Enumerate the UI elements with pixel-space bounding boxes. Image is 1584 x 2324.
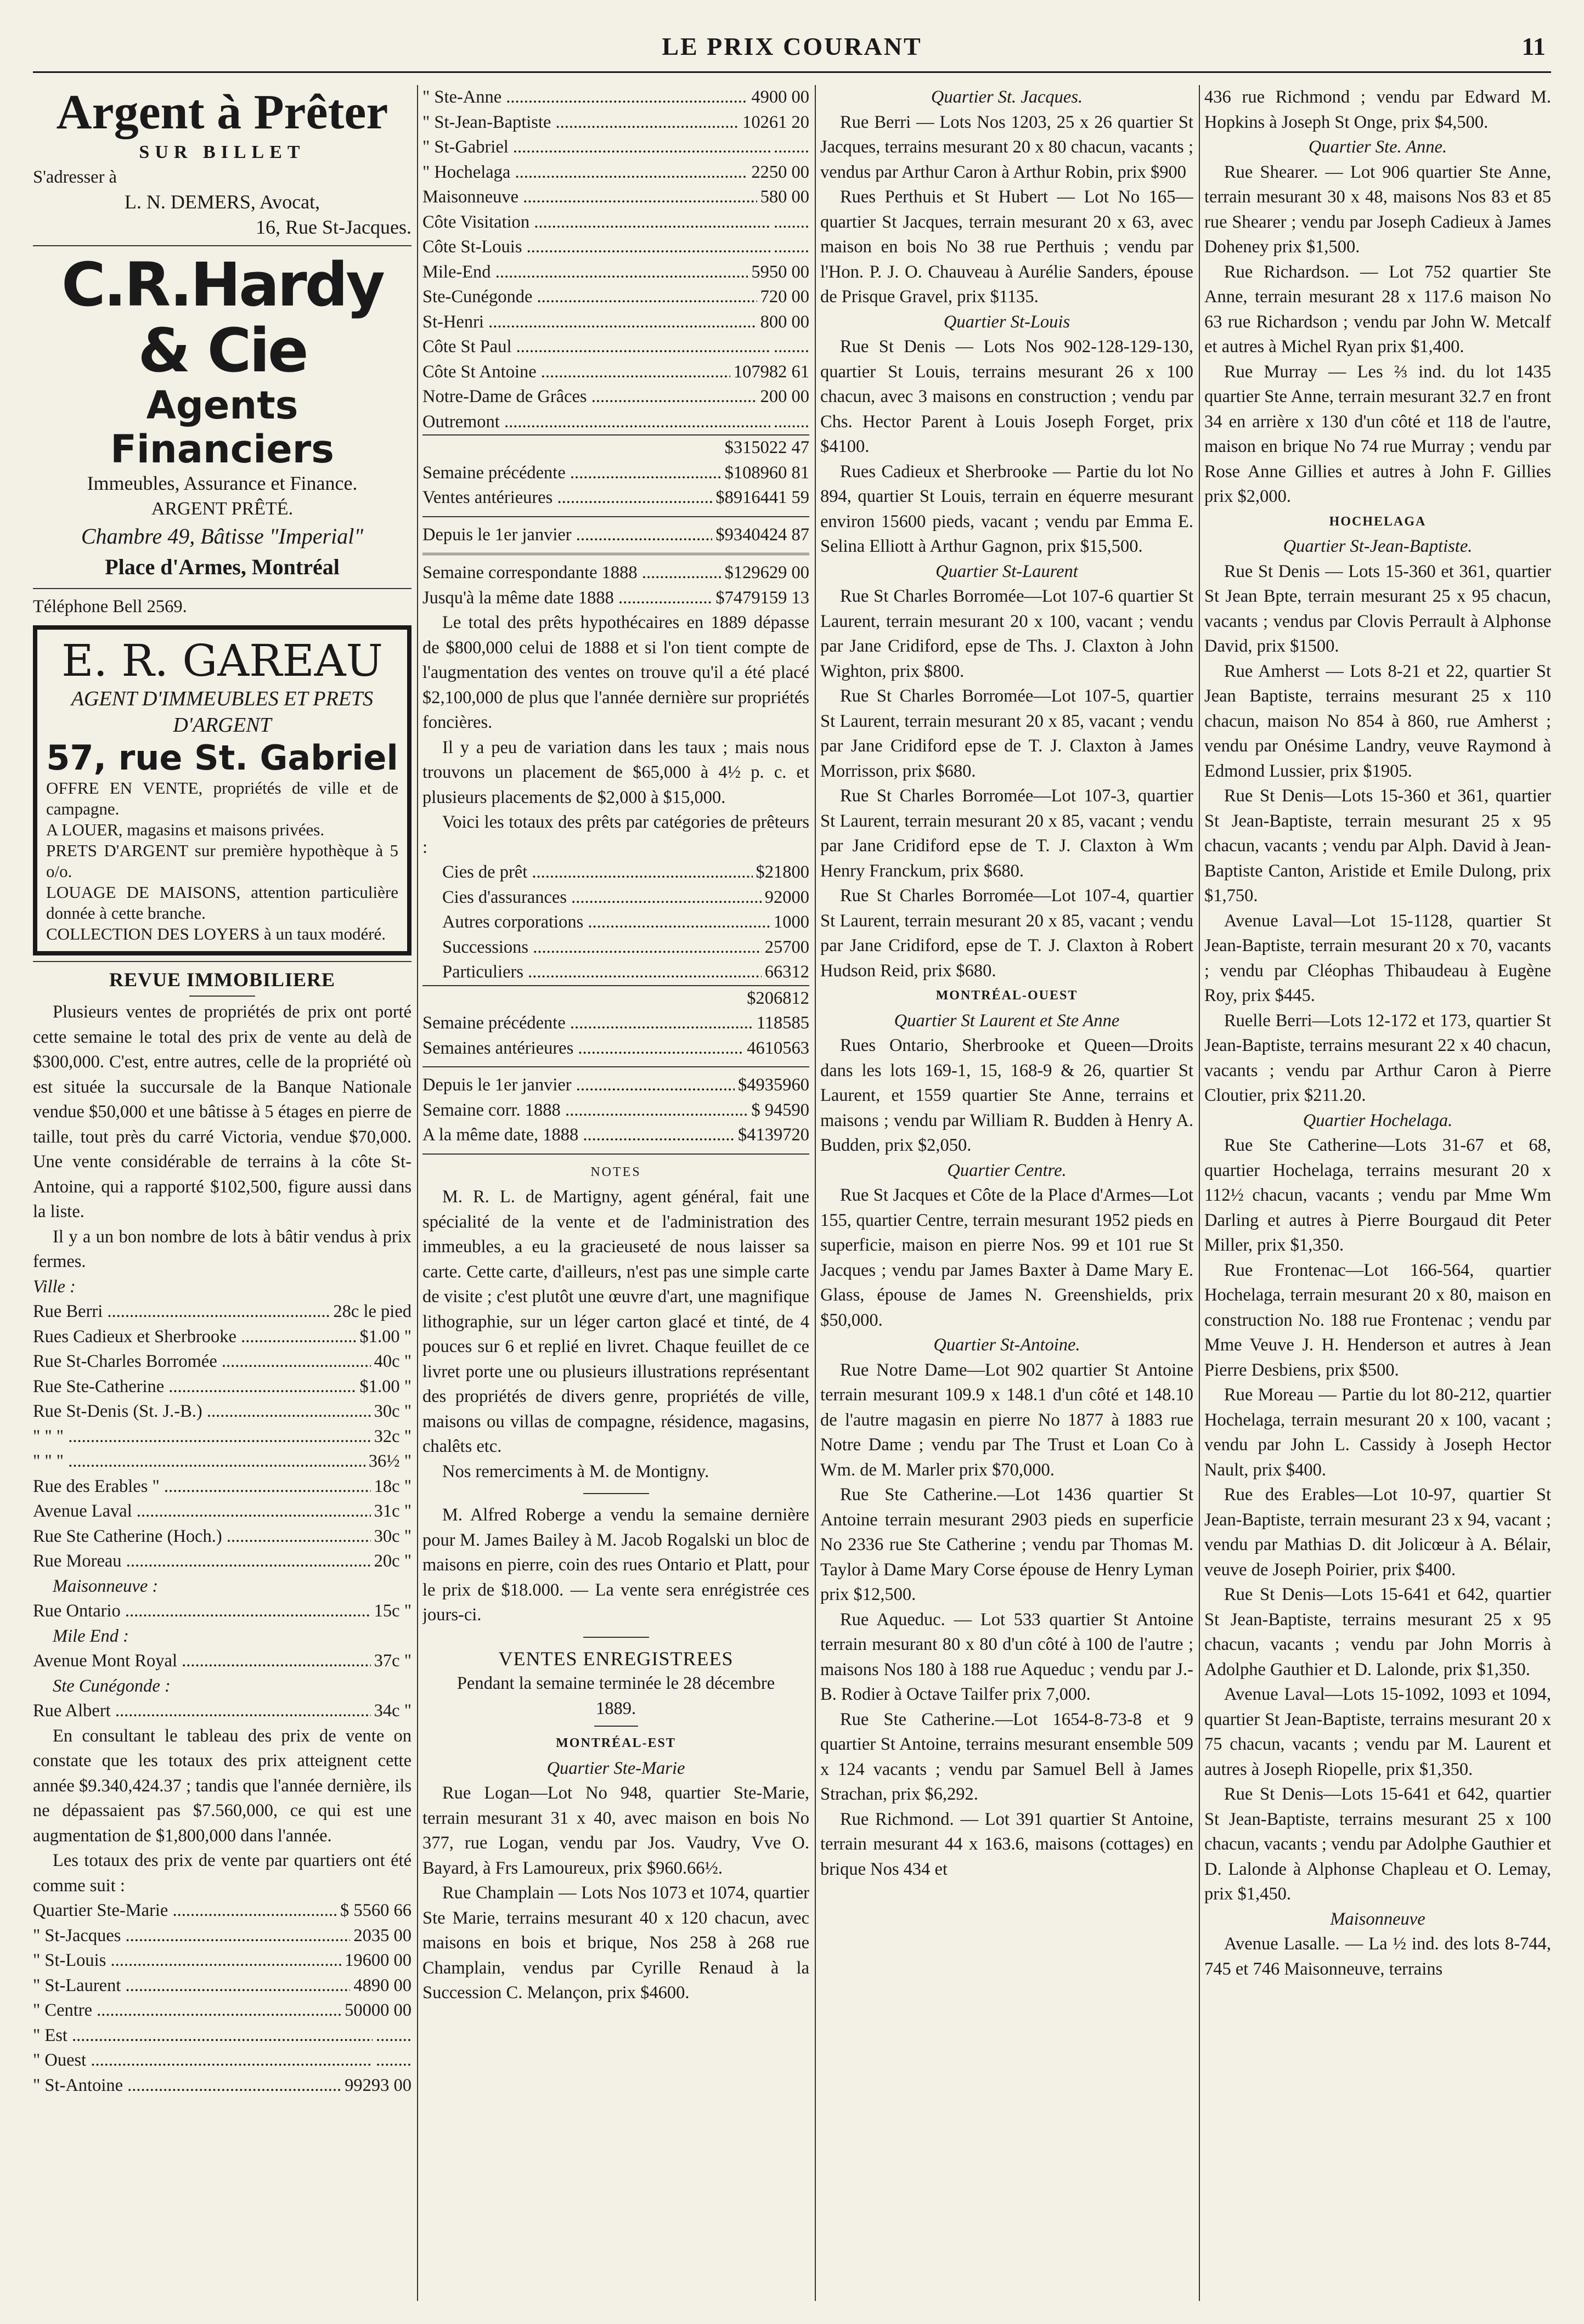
quartier-heading: Quartier St Laurent et Ste Anne [894,1010,1120,1031]
sale-entry: Rue Amherst — Lots 8-21 et 22, quartier St Jean Baptiste, terrains mesurant 25 x 110 chacun, maison No 854 à 860, rue Amherst ; vendu par Onésime Landry, veuve Raymond à Edmond Lussier, prix $1905. [1204,661,1551,781]
row-value: $108960 81 [724,462,809,483]
row-label: Côte St Antoine ..... [422,360,730,385]
table-row [33,1325,411,1350]
row-label: " St-Louis ..... [33,1948,341,1974]
ad-line: L. N. DEMERS, Avocat, [124,191,320,213]
row-label: Semaine correspondante 1888 ..... [422,561,721,586]
list-label: Mile End : [53,1626,129,1646]
table-row: Depuis le 1er janvier ..... $9340424 87 [422,523,809,548]
sale-entry: Rue St Charles Borromée—Lot 107-3, quartier St Laurent, terrain mesurant 20 x 85, vacant ; vendu par Jane Cridiford epse de T. J. Claxton à Wm Henry Franckum, prix $680. [820,786,1193,881]
row-value: $ 5560 66 [340,1901,411,1920]
table-row [422,260,809,285]
row-label: Côte Visitation ..... [422,210,770,235]
ad-line: Téléphone Bell 2569. [33,597,187,617]
row-value: 2035 00 [353,1925,411,1946]
row-value: ........ [774,237,809,257]
sale-entry: Rue Logan—Lot No 948, quartier Ste-Marie, terrain mesurant 31 x 40, avec maison en bois No 377, rue Logan, vendu par Jos. Vaudry, Vve O. Bayard, à Frs Lamoureux, prix $960.66½. [422,1783,809,1878]
table-row [33,1474,411,1500]
row-label: Rues Cadieux et Sherbrooke ..... [33,1325,356,1350]
row-label: Mile-End ..... [422,260,748,285]
row-label: " St-Antoine ..... [33,2073,341,2099]
ad-line: Immeubles, Assurance et Finance. [87,472,358,494]
ad-line: LOUAGE DE MAISONS, attention particulière donnée à cette branche. [46,882,398,923]
sale-entry: Rue Ste Catherine.—Lot 1436 quartier St Antoine terrain mesurant 2903 pieds en superficie No 2336 rue Ste Catherine ; vendu par Thomas M. Taylor à Dame Mary Corse épouse de Henry Lyman prix $12,500. [820,1485,1193,1604]
row-label: Rue Ste-Catherine ..... [33,1375,356,1400]
sale-entry: Rue Frontenac—Lot 166-564, quartier Hochelaga, terrain mesurant 20 x 80, maison en construction No. 188 rue Frontenac ; vendu par Mme Veuve J. H. Henderson et autres à Jean Pierre Desbiens, prix $500. [1204,1260,1551,1380]
sale-entry: Rue Richmond. — Lot 391 quartier St Antoine, terrain mesurant 44 x 163.6, maisons (cottages) en brique Nos 434 et [820,1809,1193,1879]
ad-hardy [33,252,411,583]
ad-line: COLLECTION DES LOYERS à un taux modéré. [46,924,386,943]
sale-entry: Rue St Denis — Lots 15-360 et 361, quartier St Jean Bpte, terrain mesurant 25 x 95 chacun, vacants ; vendus par Clovis Perrault à Alphonse David, prix $1500. [1204,561,1551,656]
sale-entry: Rue Ste Catherine.—Lot 1654-8-73-8 et 9 quartier St Antoine, terrains mesurant ensemble 509 x 124 vacants ; vendu par Samuel Bell à James Strachan, prix $6,292. [820,1709,1193,1804]
row-label: " St-Jacques ..... [33,1924,350,1949]
row-label: Semaine précédente ..... [422,1011,753,1036]
row-value: 1000 [774,912,809,932]
paragraph: Le total des prêts hypothécaires en 1889 dépasse de $800,000 celui de 1888 et si l'on tient compte de l'augmentation des ventes on trouve qu'il a été placé $2,100,000 de plus que l'année dernière sur propriétés foncières. [422,613,809,732]
total: $315022 47 [422,434,809,461]
row-value: 4610563 [747,1038,809,1058]
ad-subtitle: Agents Financiers [110,383,334,472]
page-header [33,22,1551,73]
quartier-heading: Quartier Ste. Anne. [1308,137,1447,157]
row-label: Avenue Mont Royal ..... [33,1649,371,1674]
table-row [33,1549,411,1574]
table-row [422,1036,809,1061]
row-value: 30c " [374,1526,411,1546]
table-row [422,335,809,360]
sale-entry: Rue St Denis—Lots 15-641 et 642, quartier St Jean-Baptiste, terrains mesurant 25 x 100 chacun, vacants ; vendu par Adolphe Gauthier et D. Lalonde à Alphonse Chapleau et O. Lemay, prix $1,450. [1204,1784,1551,1904]
row-value: 37c " [374,1651,411,1671]
paragraph: M. Alfred Roberge a vendu la semaine dernière pour M. James Bailey à M. Jacob Rogalski un bloc de maisons en pierre, coin des rues Ontario et Platt, pour le prix de $18.000. — La vente sera enrégistrée ces jours-ci. [422,1505,809,1625]
ad-line: A LOUER, magasins et maisons privées. [46,819,325,839]
quartier-heading: Quartier Centre. [947,1160,1067,1180]
quartier-heading: Quartier St. Jacques. [931,87,1083,107]
table-row [33,1424,411,1450]
quartier-heading: Quartier St-Antoine. [933,1335,1080,1355]
row-value: $8916441 59 [715,488,809,507]
table-row [33,1898,411,1924]
row-label: St-Henri ..... [422,310,757,335]
row-value: 92000 [764,887,809,907]
ad-line: OFFRE EN VENTE, propriétés de ville et de campagne. [46,778,398,818]
sale-entry: Rue Murray — Les ⅔ ind. du lot 1435 quartier Ste Anne, terrain mesurant 32.7 en front 34 en arrière x 130 d'un côté et 118 de l'autre, maison en brique No 74 rue Murray ; vendu par Rose Anne Gillies et autres à John F. Gillies prix $2,000. [1204,361,1551,506]
newspaper-title: LE PRIX COURANT [662,32,922,60]
table-row [33,1948,411,1974]
row-value: 200 00 [760,387,809,406]
row-label: Rue Ste Catherine (Hoch.) ..... [33,1524,371,1550]
sale-entry: 436 rue Richmond ; vendu par Edward M. Hopkins à Joseph St Onge, prix $4,500. [1204,87,1551,132]
row-value: $4935960 [738,1075,809,1095]
row-value: 18c " [374,1476,411,1496]
sale-entry: Rue Champlain — Lots Nos 1073 et 1074, quartier Ste Marie, terrains mesurant 40 x 120 chacun, avec maisons en bois et brique, Nos 258 à 268 rue Champlain, vendus par Cyrille Renaud à la Succession C. Melançon, prix $4600. [422,1883,809,2003]
sale-entry: Rue Aqueduc. — Lot 533 quartier St Antoine terrain mesurant 80 x 80 d'un côté à 100 de l'autre ; maisons Nos 180 à 188 rue Aqueduc ; vendu par J.-B. Rodier à Octave Tailfer prix 7,000. [820,1609,1193,1704]
table-row [422,410,809,435]
ad-line: S'adresser à [33,167,117,187]
table-row [422,384,809,410]
table-row [422,586,809,611]
table-row [422,1123,809,1148]
column-4 [1204,85,1551,2301]
row-label: Côte St Paul ..... [422,335,770,360]
row-label: " Est ..... [33,2023,373,2049]
sale-entry: Rue Ste Catherine—Lots 31-67 et 68, quartier Hochelaga, terrains mesurant 20 x 112½ chacun, vacants ; vendu par Mme Wm Darling et autres à Pierre Bourgaud dit Peter Miller, prix $1,350. [1204,1135,1551,1255]
row-label: " St-Jean-Baptiste ..... [422,110,739,135]
row-label: A la même date, 1888 ..... [422,1123,735,1148]
ad-line: ARGENT PRÊTÉ. [151,498,294,519]
list-label: Ville : [33,1276,76,1297]
ad-subtitle: SUR BILLET [139,142,306,162]
sale-entry: Rue Moreau — Partie du lot 80-212, quartier Hochelaga, terrain mesurant 20 x 100, vacant ; vendu par John L. Cassidy à Joseph Hector Nault, prix $400. [1204,1385,1551,1480]
row-label: Rue des Erables " ..... [33,1474,371,1500]
row-value: 19600 00 [345,1950,411,1970]
row-value: $4139720 [738,1125,809,1145]
row-value: ........ [376,2025,411,2045]
row-value: 36½ " [368,1451,411,1471]
sale-entry: Rue des Erables—Lot 10-97, quartier St Jean-Baptiste, terrain mesurant 23 x 94, vacant ; vendu par Mathias D. dit Jolicœur à A. Bélair, veuve de Joseph Poirier, prix $400. [1204,1485,1551,1580]
row-value: 50000 00 [345,2000,411,2020]
district-heading: MONTRÉAL-EST [556,1736,676,1750]
table-row [33,1449,411,1474]
row-label: Ventes antérieures ..... [422,485,712,511]
sale-entry: Rue Richardson. — Lot 752 quartier Ste Anne, terrain mesurant 28 x 117.6 maison No 63 rue Richardson ; vendu par John W. Metcalf et autres à Michel Ryan prix $1,400. [1204,262,1551,357]
table-row [442,935,809,960]
row-value: 2250 00 [751,162,809,182]
sale-entry: Rue St Denis—Lots 15-360 et 361, quartier St Jean-Baptiste, terrain mesurant 25 x 95 chacun, vacants ; vendu par Alph. David à Jean-Baptiste Canton, Aristide et Emile Dulong, prix $1,750. [1204,786,1551,906]
paragraph: Plusieurs ventes de propriétés de prix ont porté cette semaine le total des prix de vente au delà de $300,000. C'est, entre autres, celle de la propriété où est située la succursale de la Banque Nationale vendue $50,000 et une bâtisse à 5 étages en pierre de taille, tout près du carré Victoria, vendue $70,000. Une vente considérable de terrains à la côte St-Antoine, qui a rapporté $102,500, figure aussi dans la liste. [33,1002,411,1222]
row-value: $ 94590 [751,1100,809,1120]
table-row [422,360,809,385]
ad-title: C.R.Hardy & Cie [61,250,384,386]
row-label: Jusqu'à la même date 1888 ..... [422,586,712,611]
row-value: $7479159 13 [715,587,809,608]
column-2 [422,85,809,2301]
table-row [442,860,809,885]
sale-entry: Avenue Laval—Lot 15-1128, quartier St Jean-Baptiste, terrain mesurant 20 x 70, vacants ; vendu par Cléophas Thibaudeau à Eugène Roy, prix $445. [1204,911,1551,1005]
row-label: Rue St-Charles Borromée ..... [33,1349,371,1375]
row-label: " Ste-Anne ..... [422,85,748,110]
table-row [422,1011,809,1036]
row-value: $1.00 " [359,1376,411,1396]
column-rule [815,85,816,2301]
table-row [442,885,809,911]
sale-entry: Rue Shearer. — Lot 906 quartier Ste Anne, terrain mesurant 30 x 48, maisons Nos 83 et 85 rue Shearer ; vendu par Joseph Cadieux à James Doheney prix $1,500. [1204,162,1551,257]
row-label: Rue St-Denis (St. J.-B.) ..... [33,1399,371,1424]
row-value: 25700 [764,937,809,957]
row-value: $129629 00 [724,563,809,583]
row-value: 107982 61 [733,361,809,382]
table-row [442,960,809,985]
row-value: 20c " [374,1551,411,1571]
row-value: 800 00 [760,312,809,332]
row-value: 580 00 [760,187,809,207]
row-label: Notre-Dame de Grâces ..... [422,384,757,410]
row-label: " Hochelaga ..... [422,160,748,185]
quartier-heading: Maisonneuve [1330,1909,1425,1929]
sale-entry: Avenue Lasalle. — La ½ ind. des lots 8-744, 745 et 746 Maisonneuve, terrains [1204,1934,1551,1979]
row-label: Rue Ontario ..... [33,1599,371,1624]
row-label: Avenue Laval ..... [33,1499,371,1524]
row-label: Rue Albert ..... [33,1699,371,1724]
row-label: Depuis le 1er janvier ..... [422,1073,735,1098]
table-row [33,1998,411,2023]
table-row [422,561,809,586]
table-row [422,85,809,110]
table-row [422,285,809,310]
row-value: 40c " [374,1352,411,1371]
row-value: 66312 [764,962,809,982]
sale-entry: Rue Notre Dame—Lot 902 quartier St Antoine terrain mesurant 109.9 x 148.1 d'un côté et 148.10 de l'autre magasin en pierre No 1877 à 1883 rue Notre Dame ; vendu par The Trust et Loan Co à Wm. de M. Marler prix $70,000. [820,1360,1193,1480]
section-heading: NOTES [590,1164,641,1179]
sale-entry: Rue St Jacques et Côte de la Place d'Armes—Lot 155, quartier Centre, terrain mesurant 1952 pieds en superficie, maison en pierre Nos. 99 et 101 rue St Jacques ; vendu par James Baxter à Dame Mary E. Glass, épouse de James N. Greenshields, prix $50,000. [820,1185,1193,1330]
column-rule [1199,85,1200,2301]
paragraph: Il y a un bon nombre de lots à bâtir vendus à prix fermes. [33,1226,411,1271]
row-value: 30c " [374,1401,411,1421]
table-row [33,1499,411,1524]
row-label: " St-Gabriel ..... [422,135,770,160]
row-label: Semaines antérieures ..... [422,1036,743,1061]
paragraph: Voici les totaux des prêts par catégories de prêteurs : [422,812,809,857]
column-3 [820,85,1193,2301]
ad-title: E. R. GAREAU [61,635,383,686]
table-row [422,235,809,260]
page-number: 11 [1521,32,1546,60]
row-value: 4890 00 [353,1975,411,1995]
sale-entry: Rue St Denis — Lots Nos 902-128-129-130, quartier St Louis, terrains mesurant 26 x 100 chacun, avec 3 maisons en construction ; vendu par Chs. Hector Parent à Louis Joseph Forget, prix $4100. [820,337,1193,456]
row-label: " " " ..... [33,1424,371,1450]
table-row [422,210,809,235]
table-row [442,910,809,935]
row-label: Autres corporations ..... [442,910,770,935]
table-row [33,1349,411,1375]
row-value: ........ [774,137,809,157]
row-value: 4900 00 [751,87,809,107]
row-value: 34c " [374,1701,411,1721]
sale-entry: Avenue Laval—Lots 15-1092, 1093 et 1094, quartier St Jean-Baptiste, terrains mesurant 20 x 75 chacun, vacants ; vendu par M. Laurent et autres à Joseph Riopelle, prix $1,350. [1204,1684,1551,1779]
column-1 [33,85,411,2301]
row-value: 5950 00 [751,262,809,282]
table-row [33,1524,411,1550]
district-heading: MONTRÉAL-OUEST [935,988,1078,1003]
section-subheading: Pendant la semaine terminée le 28 décembre 1889. [456,1673,775,1718]
newspaper-page [33,22,1551,2304]
ad-subtitle: AGENT D'IMMEUBLES ET PRETS D'ARGENT [71,687,374,737]
quartier-heading: Quartier St-Laurent [935,561,1078,581]
table-row [33,1399,411,1424]
column-rule [417,85,418,2301]
row-value: 28c le pied [333,1302,411,1321]
ad-title: Argent à Prêter [56,85,388,139]
quartier-heading: Quartier Hochelaga. [1303,1110,1453,1130]
table-row [33,2048,411,2073]
row-value: 720 00 [760,287,809,307]
row-value: 31c " [374,1501,411,1521]
paragraph: Il y a peu de variation dans les taux ; mais nous trouvons un placement de $65,000 à 4½ p. c. et plusieurs placements de $2,000 à $15,000. [422,737,809,807]
row-value: 10261 20 [742,112,809,132]
row-label: Cies d'assurances ..... [442,885,762,911]
table-row [33,1924,411,1949]
row-value: ........ [376,2050,411,2070]
row-label: Semaine précédente ..... [422,461,721,486]
row-label: " St-Laurent ..... [33,1974,350,1999]
ad-line: Place d'Armes, Montréal [105,555,340,579]
table-row [33,2073,411,2099]
row-label: Maisonneuve ..... [422,185,757,210]
table-row [422,485,809,511]
quartier-heading: Quartier St-Jean-Baptiste. [1283,536,1473,556]
row-label: " Centre ..... [33,1998,341,2023]
table-row [33,1599,411,1624]
table-row [33,1299,411,1325]
row-label: Semaine corr. 1888 ..... [422,1098,748,1123]
sale-entry: Rue St Charles Borromée—Lot 107-6 quartier St Laurent, terrain mesurant 20 x 100, vacant ; vendu par Jane Cridiford, epse de Ths. J. Claxton à John Wighton, prix $800. [820,586,1193,681]
row-value: $21800 [756,862,809,882]
sale-entry: Ruelle Berri—Lots 12-172 et 173, quartier St Jean-Baptiste, terrains mesurant 22 x 40 chacun, vacants ; vendu par Arthur Caron à Pierre Cloutier, prix $211.20. [1204,1010,1551,1105]
list-label: Maisonneuve : [53,1576,159,1596]
table-row [422,110,809,135]
table-row [33,1649,411,1674]
row-value: ........ [774,411,809,432]
ad-line: PRETS D'ARGENT sur première hypothèque à 5 o/o. [46,840,398,881]
sale-entry: Rue St Charles Borromée—Lot 107-5, quartier St Laurent, terrain mesurant 20 x 85, vacant ; vendu par Jane Cridiford epse de T. J. Claxton à James Morrisson, prix $680. [820,686,1193,781]
paragraph: M. R. L. de Martigny, agent général, fait une spécialité de la vente et de l'administration des immeubles, a eu la gracieuseté de nous laisser sa carte. Cette carte, d'ailleurs, n'est pas une simple carte de visite ; c'est plutôt une œuvre d'art, une magnifique lithographie, sur un léger carton glacé et tinté, de 4 pouces sur 6 et replié en livret. Chaque feuillet de ce livret porte une ou plusieurs illustrations représentant des propriétés de divers genre, propriétés de ville, maisons ou villas de compagne, résidence, magasins, chalêts etc. [422,1187,809,1456]
row-label: Cies de prêt ..... [442,860,753,885]
quartier-heading: Quartier St-Louis [943,312,1070,332]
sale-entry: Rues Cadieux et Sherbrooke — Partie du lot No 894, quartier St Louis, terrain en équerre mesurant environ 15600 pieds, vacant ; vendu par Emma E. Selina Elliott à Arthur Gagnon, prix $15,500. [820,461,1193,556]
table-row [422,1098,809,1123]
section-heading: REVUE IMMOBILIERE [109,968,336,991]
paragraph: Nos remerciments à M. de Montigny. [442,1461,709,1482]
paragraph: Les totaux des prix de vente par quartiers ont été comme suit : [33,1851,411,1896]
table-row [422,1073,809,1098]
table-row [422,135,809,160]
row-label: " Ouest ..... [33,2048,373,2073]
table-row [33,1699,411,1724]
sale-entry: Rues Ontario, Sherbrooke et Queen—Droits dans les lots 169-1, 15, 168-9 & 26, quartier St Laurent, et 1559 quartier Ste Anne, terrains et maisons ; vendu par William R. Budden à Henry A. Budden, prix $2,050. [820,1036,1193,1155]
row-value: 32c " [374,1426,411,1446]
row-label: Successions ..... [442,935,762,960]
row-label: " " " ..... [33,1449,365,1474]
section-heading: VENTES ENREGISTREES [498,1647,734,1670]
row-value: ........ [774,212,809,232]
paragraph: En consultant le tableau des prix de vente on constate que les totaux des prix atteignent cette année $9.340,424.37 ; tandis que l'année dernière, ils ne dépassaient pas $7.560,000, ce qui est une augmentation de $1,800,000 dans l'année. [33,1726,411,1846]
row-label: Outremont ..... [422,410,770,435]
row-label: Côte St-Louis ..... [422,235,770,260]
table-row [33,1375,411,1400]
ad-line: Chambre 49, Bâtisse "Imperial" [81,524,364,549]
ad-gareau [33,625,411,955]
sale-entry: Rues Perthuis et St Hubert — Lot No 165—quartier St Jacques, terrain mesurant 20 x 63, avec maison en bois No 38 rue Perthuis ; vendu par l'Hon. P. J. O. Chauveau à Aurélie Sanders, épouse de Prisque Gravel, prix $1135. [820,187,1193,307]
row-value: $1.00 " [359,1326,411,1347]
quartier-heading: Quartier Ste-Marie [546,1758,685,1778]
table-row [422,461,809,486]
row-label: Ste-Cunégonde ..... [422,285,757,310]
sale-entry: Rue St Charles Borromée—Lot 107-4, quartier St Laurent, terrain mesurant 20 x 85, vacant ; vendu par Jane Cridiford, epse de T. J. Claxton à Robert Hudson Reid, prix $680. [820,886,1193,981]
ad-address: 57, rue St. Gabriel [46,737,398,778]
total: $206812 [422,985,809,1011]
row-value: 99293 00 [345,2075,411,2095]
row-label: Rue Moreau ..... [33,1549,371,1574]
district-heading: HOCHELAGA [1329,514,1427,529]
row-label: Particuliers ..... [442,960,762,985]
row-value: ........ [774,337,809,357]
table-row [33,1974,411,1999]
table-row [422,160,809,185]
row-label: Rue Berri ..... [33,1299,330,1325]
table-row [422,310,809,335]
table-row [422,185,809,210]
sale-entry: Rue Berri — Lots Nos 1203, 25 x 26 quartier St Jacques, terrains mesurant 20 x 80 chacun, vacants ; vendus par Arthur Caron à Arthur Robin, prix $900 [820,112,1193,182]
list-label: Ste Cunégonde : [53,1676,171,1696]
ad-argent-a-preter [33,85,411,240]
sale-entry: Rue St Denis—Lots 15-641 et 642, quartier St Jean-Baptiste, terrains mesurant 25 x 95 chacun, vacants ; vendu par John Morris à Adolphe Gauthier et D. Lalonde, prix $1,350. [1204,1585,1551,1680]
row-label: Quartier Ste-Marie ..... [33,1898,337,1924]
row-value: 15c " [374,1601,411,1621]
row-value: 118585 [756,1013,809,1033]
table-row [33,2023,411,2049]
ad-line: 16, Rue St-Jacques. [256,216,411,238]
